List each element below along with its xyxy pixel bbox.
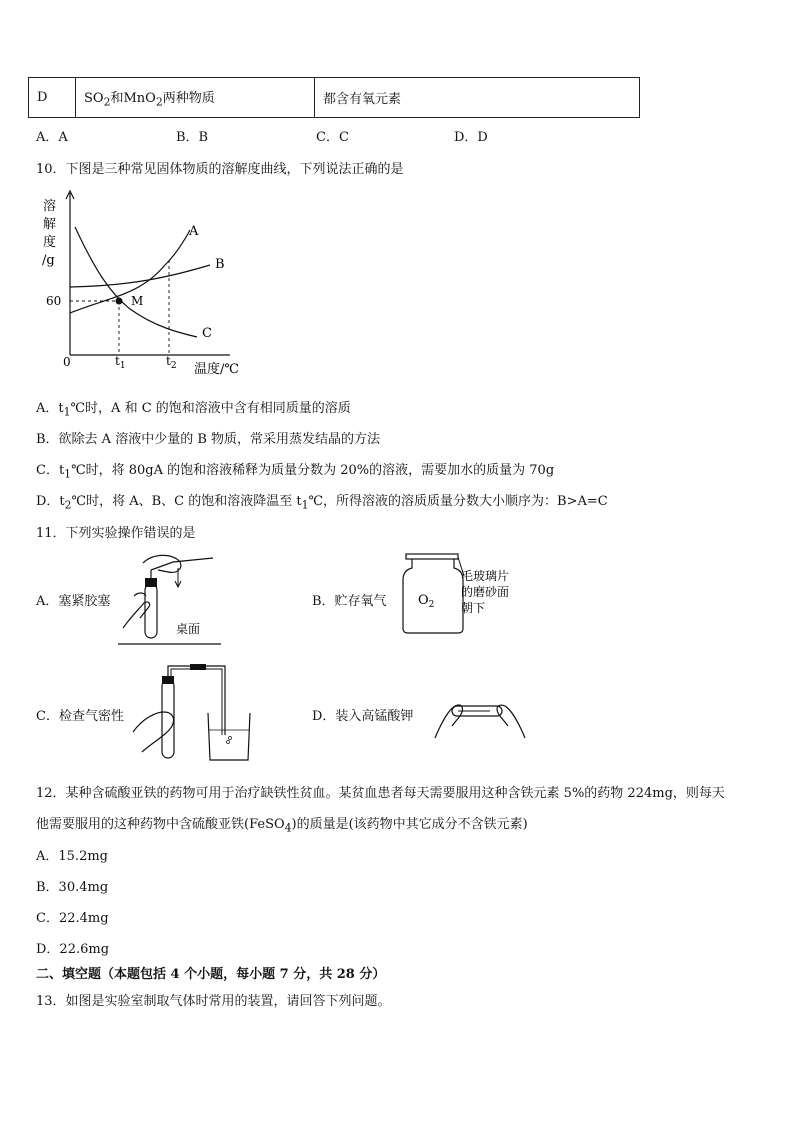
option[interactable]: A．A: [36, 130, 68, 145]
q12-stem-line1: 12．某种含硫酸亚铁的药物可用于治疗缺铁性贫血。某贫血患者每天需要服用这种含铁元素 5%的药物 224mg，则每天: [36, 786, 725, 801]
x-tick-t2: $t_2$: [166, 354, 177, 371]
gas-bottle-illustration: [398, 550, 548, 636]
rubber-stopper: [145, 578, 157, 587]
curve-label-b: B: [215, 257, 225, 272]
option[interactable]: B．B: [176, 130, 209, 145]
q12-stem-line2: 他需要服用的这种药物中含硫酸亚铁(FeSO$_4$)的质量是(该药物中其它成分不含铁元素): [36, 817, 528, 835]
q10-stem: 10．下图是三种常见固体物质的溶解度曲线，下列说法正确的是: [36, 162, 404, 177]
q11-option-b[interactable]: B．贮存氧气: [312, 594, 387, 609]
q12-option-b[interactable]: B．30.4mg: [36, 880, 109, 895]
hand-c: [133, 712, 174, 752]
curve-label-c: C: [202, 326, 212, 341]
option[interactable]: D．D: [454, 130, 488, 145]
solubility-chart: [30, 185, 260, 380]
q11-option-a[interactable]: A．塞紧胶塞: [36, 594, 111, 609]
q12-option-c[interactable]: C．22.4mg: [36, 911, 109, 926]
q10-option-a[interactable]: A．$t_1℃$时，A 和 C 的饱和溶液中含有相同质量的溶质: [36, 401, 351, 419]
desk-label: 桌面: [176, 622, 201, 636]
origin-label: 0: [63, 355, 71, 369]
glass-plate: [406, 554, 458, 559]
x-tick-t1: $t_1$: [115, 354, 126, 371]
bottle-note-2: 的磨砂面: [461, 585, 510, 599]
section-title: 二、填空题（本题包括 4 个小题，每小题 7 分，共 28 分）: [36, 967, 386, 982]
hand-top: [143, 555, 181, 572]
y-label-1: 溶: [43, 199, 57, 214]
q11-option-c[interactable]: C．检查气密性: [36, 709, 124, 724]
q9-options: [36, 126, 488, 145]
q11-stem: 11．下列实验操作错误的是: [36, 526, 196, 541]
delivery-tube: [168, 666, 225, 735]
table-row: [29, 78, 640, 118]
q10-option-c[interactable]: C．$t_1℃$时，将 80gA 的饱和溶液稀释为质量分数为 20%的溶液，需要加水的质量为 70g: [36, 463, 555, 481]
point-m-label: M: [131, 294, 144, 308]
q10-option-b[interactable]: B．欲除去 A 溶液中少量的 B 物质，常采用蒸发结晶的方法: [36, 432, 381, 447]
y-tick-60: 60: [46, 294, 62, 308]
curve-b: [70, 265, 210, 287]
table-cell-substances: $SO_2$和MnO$_2$两种物质: [76, 78, 315, 118]
q13-stem: 13．如图是实验室制取气体时常用的装置，请回答下列问题。: [36, 994, 391, 1009]
load-kmno4-illustration: [430, 688, 530, 743]
bottle-note-3: 朝下: [461, 601, 486, 615]
table-cell-description: 都含有氧元素: [315, 78, 640, 118]
y-label-4: /g: [42, 253, 55, 268]
curve-a: [70, 230, 190, 313]
option[interactable]: C．C: [316, 130, 349, 145]
bottle-note-1: 毛玻璃片: [461, 569, 510, 583]
answer-table: [28, 77, 640, 118]
glass-tube: [151, 558, 213, 570]
q12-option-a[interactable]: A．15.2mg: [36, 849, 108, 864]
oxygen-label: $O_2$: [418, 593, 435, 610]
q10-option-d[interactable]: D．$t_2℃$时，将 A、B、C 的饱和溶液降温至 $t_1℃$，所得溶液的溶质质量分数大小顺序为：B>A=C: [36, 494, 608, 512]
q11-option-d[interactable]: D．装入高锰酸钾: [312, 709, 414, 724]
test-tube-c: [162, 680, 174, 758]
hand-left: [435, 705, 462, 738]
airtightness-illustration: [128, 660, 258, 765]
y-label-2: 解: [43, 217, 57, 232]
test-tube: [145, 584, 157, 638]
curve-label-a: A: [189, 224, 199, 239]
q12-option-d[interactable]: D．22.6mg: [36, 942, 110, 957]
hand-bottom: [123, 602, 150, 628]
hand-right: [497, 705, 525, 738]
gas-bottle: [403, 559, 463, 633]
stopper-illustration: [118, 548, 223, 648]
table-cell-label: D: [29, 78, 76, 118]
point-m: [116, 298, 123, 305]
y-label-3: 度: [43, 235, 57, 250]
x-axis-label: 温度/℃: [194, 362, 239, 377]
